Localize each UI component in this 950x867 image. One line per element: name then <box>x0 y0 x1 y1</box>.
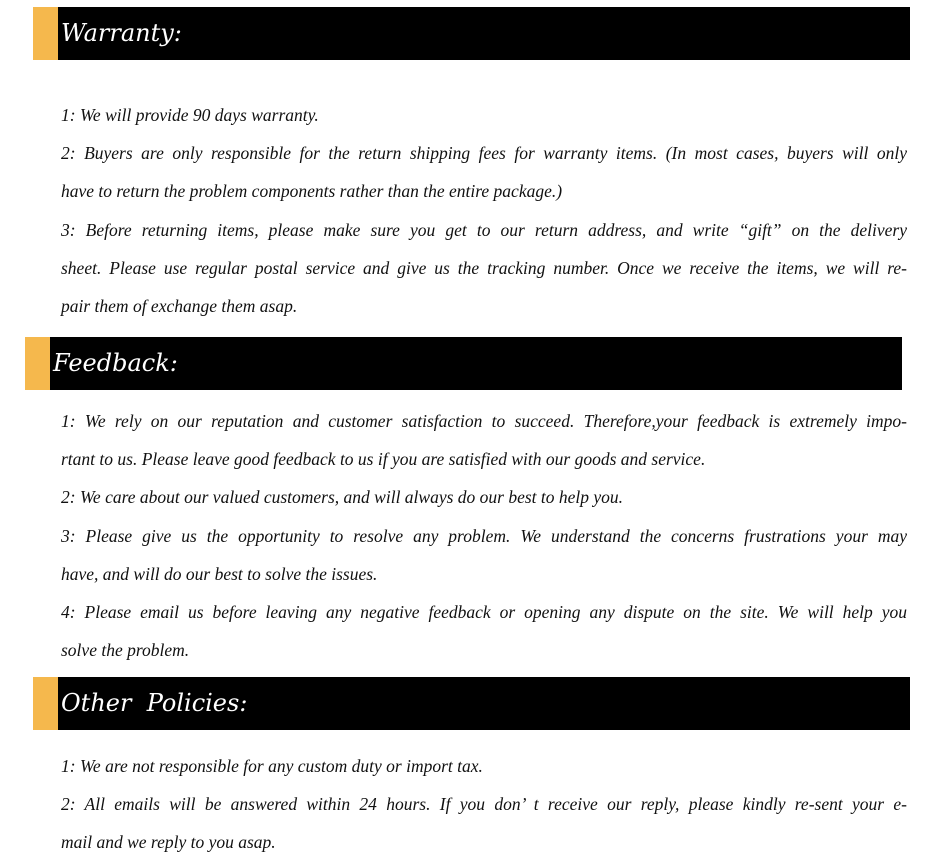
feedback-line-6: 4: Please email us before leaving any negative feedback or opening any dispute on the site. We will help you <box>61 602 907 622</box>
feedback-line-7: solve the problem. <box>61 640 190 660</box>
other-policies-title: Other Policies: <box>61 689 248 717</box>
feedback-title: Feedback: <box>53 349 178 377</box>
feedback-line-4: 3: Please give us the opportunity to resolve any problem. We understand the concerns frustrations your may <box>61 526 907 546</box>
feedback-line-1: 1: We rely on our reputation and customer satisfaction to succeed. Therefore,your feedback is extremely impo- <box>61 411 907 431</box>
warranty-line-6: pair them of exchange them asap. <box>61 296 298 316</box>
feedback-line-3: 2: We care about our valued customers, and will always do our best to help you. <box>61 487 624 507</box>
other-policies-line-2: 2: All emails will be answered within 24 hours. If you don’ t receive our reply, please kindly re-sent your e- <box>61 794 907 814</box>
warranty-line-2: 2: Buyers are only responsible for the return shipping fees for warranty items. (In most cases, buyers will only <box>61 143 907 163</box>
header-accent-bar <box>33 7 58 60</box>
feedback-header <box>25 337 902 390</box>
warranty-line-5: sheet. Please use regular postal service and give us the tracking number. Once we receive the items, we will re- <box>61 258 907 278</box>
warranty-title: Warranty: <box>61 19 182 47</box>
warranty-line-3: have to return the problem components rather than the entire package.) <box>61 181 563 201</box>
other-policies-header <box>33 677 910 730</box>
header-accent-bar <box>25 337 50 390</box>
header-accent-bar <box>33 677 58 730</box>
other-policies-line-1: 1: We are not responsible for any custom duty or import tax. <box>61 756 483 776</box>
feedback-line-2: rtant to us. Please leave good feedback to us if you are satisfied with our goods and service. <box>61 449 706 469</box>
warranty-header <box>33 7 910 60</box>
warranty-line-1: 1: We will provide 90 days warranty. <box>61 105 319 125</box>
warranty-line-4: 3: Before returning items, please make sure you get to our return address, and write “gift” on the delivery <box>61 220 907 240</box>
other-policies-line-3: mail and we reply to you asap. <box>61 832 276 852</box>
feedback-line-5: have, and will do our best to solve the issues. <box>61 564 378 584</box>
